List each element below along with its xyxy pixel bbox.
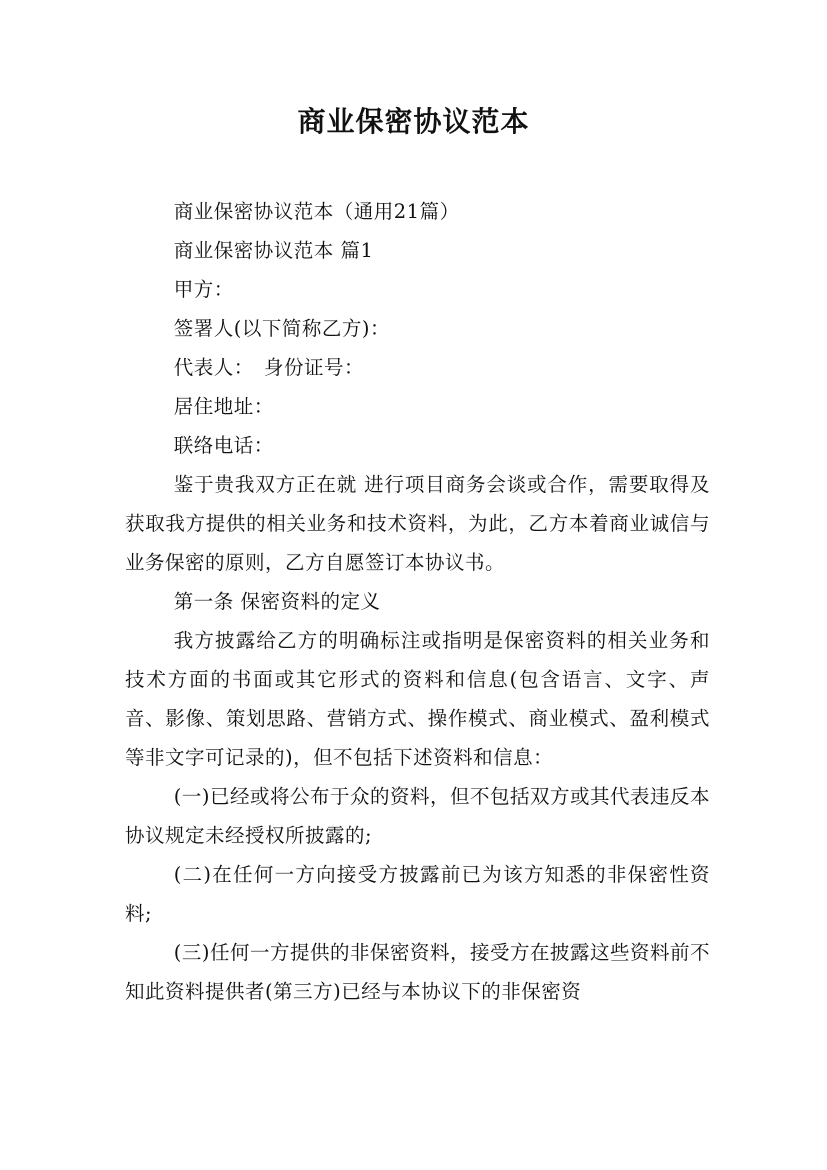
paragraph-address: 居住地址： bbox=[173, 395, 274, 418]
paragraph-party-a: 甲方： bbox=[173, 278, 234, 301]
document-body bbox=[125, 192, 710, 1011]
document-title: 商业保密协议范本 bbox=[297, 105, 530, 138]
paragraph-phone: 联络电话： bbox=[173, 434, 274, 457]
paragraph-subtitle: 商业保密协议范本（通用21篇） bbox=[173, 200, 460, 223]
paragraph-signatory: 签署人(以下简称乙方)： bbox=[173, 317, 390, 340]
paragraph-section-heading: 商业保密协议范本 篇1 bbox=[173, 239, 374, 262]
paragraph-article-1-definition: 我方披露给乙方的明确标注或指明是保密资料的相关业务和技术方面的书面或其它形式的资料和信息(包含语言、文字、声音、影像、策划思路、营销方式、操作模式、商业模式、盈利模式等非文字可记录的)，但不包括下述资料和信息： bbox=[125, 629, 710, 769]
paragraph-clause-1: (一)已经或将公布于众的资料，但不包括双方或其代表违反本协议规定未经授权所披露的; bbox=[125, 785, 710, 847]
paragraph-clause-2: (二)在任何一方向接受方披露前已为该方知悉的非保密性资料; bbox=[125, 863, 710, 925]
paragraph-article-1-heading: 第一条 保密资料的定义 bbox=[173, 590, 381, 613]
paragraph-clause-3: (三)任何一方提供的非保密资料，接受方在披露这些资料前不知此资料提供者(第三方)已经与本协议下的非保密资 bbox=[125, 941, 710, 1003]
paragraph-representative: 代表人： 身份证号： bbox=[173, 356, 365, 379]
paragraph-preamble: 鉴于贵我双方正在就 进行项目商务会谈或合作，需要取得及获取我方提供的相关业务和技术资料，为此，乙方本着商业诚信与业务保密的原则，乙方自愿签订本协议书。 bbox=[125, 473, 710, 574]
